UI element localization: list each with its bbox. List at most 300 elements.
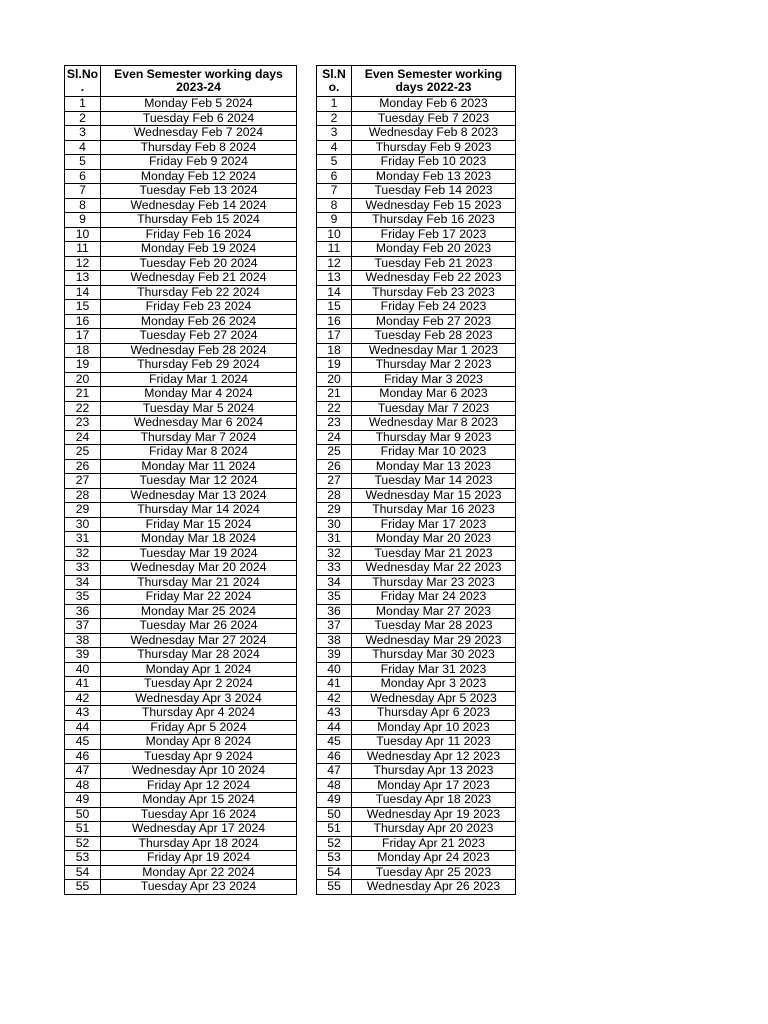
table-row [317,546,516,561]
serial-number-cell: 19 [317,358,352,373]
table-row [317,662,516,677]
working-day-cell: Monday Feb 19 2024 [101,242,297,257]
table-header-row [317,66,516,97]
working-day-cell: Wednesday Feb 14 2024 [101,198,297,213]
serial-number-cell: 6 [65,169,101,184]
table-row [317,561,516,576]
serial-number-cell: 44 [317,720,352,735]
table-row [65,691,297,706]
working-day-cell: Wednesday Feb 21 2024 [101,271,297,286]
table-row [317,358,516,373]
table-row [317,140,516,155]
serial-number-cell: 4 [65,140,101,155]
table-row [65,633,297,648]
serial-number-cell: 52 [65,836,101,851]
working-day-cell: Tuesday Mar 26 2024 [101,619,297,634]
working-day-cell: Tuesday Feb 27 2024 [101,329,297,344]
serial-number-cell: 42 [317,691,352,706]
working-day-cell: Thursday Mar 23 2023 [352,575,516,590]
serial-number-cell: 36 [317,604,352,619]
working-day-cell: Friday Mar 22 2024 [101,590,297,605]
working-day-cell: Monday Mar 11 2024 [101,459,297,474]
table-row [317,822,516,837]
serial-number-cell: 20 [65,372,101,387]
working-day-cell: Monday Mar 20 2023 [352,532,516,547]
working-day-cell: Thursday Apr 4 2024 [101,706,297,721]
serial-number-cell: 14 [317,285,352,300]
table-row [317,271,516,286]
working-day-cell: Thursday Feb 15 2024 [101,213,297,228]
working-day-cell: Thursday Feb 23 2023 [352,285,516,300]
table-row [65,677,297,692]
table-row [317,517,516,532]
table-row [317,285,516,300]
table-row [317,735,516,750]
working-day-cell: Tuesday Apr 23 2024 [101,880,297,895]
serial-number-cell: 46 [65,749,101,764]
table-row [65,155,297,170]
serial-number-cell: 13 [317,271,352,286]
serial-number-cell: 55 [65,880,101,895]
serial-number-cell: 7 [65,184,101,199]
table-row [65,213,297,228]
working-day-cell: Tuesday Apr 25 2023 [352,865,516,880]
working-day-cell: Monday Feb 5 2024 [101,97,297,112]
table-row [65,749,297,764]
working-day-cell: Wednesday Mar 15 2023 [352,488,516,503]
working-day-cell: Thursday Mar 16 2023 [352,503,516,518]
table-row [317,314,516,329]
working-day-cell: Monday Apr 22 2024 [101,865,297,880]
table-row [317,575,516,590]
serial-number-cell: 22 [317,401,352,416]
serial-number-cell: 11 [65,242,101,257]
working-day-cell: Thursday Mar 2 2023 [352,358,516,373]
working-day-cell: Friday Feb 24 2023 [352,300,516,315]
table-row [65,184,297,199]
table-row [317,764,516,779]
table-row [317,227,516,242]
working-day-cell: Tuesday Mar 5 2024 [101,401,297,416]
table-row [317,213,516,228]
working-day-cell: Thursday Feb 9 2023 [352,140,516,155]
working-day-cell: Wednesday Apr 12 2023 [352,749,516,764]
table-row [317,256,516,271]
working-day-cell: Friday Feb 17 2023 [352,227,516,242]
working-day-cell: Tuesday Feb 14 2023 [352,184,516,199]
serial-number-cell: 22 [65,401,101,416]
working-day-cell: Thursday Apr 6 2023 [352,706,516,721]
working-day-cell: Tuesday Feb 21 2023 [352,256,516,271]
table-row [65,140,297,155]
table-row [317,778,516,793]
serial-number-cell: 5 [317,155,352,170]
serial-number-cell: 26 [65,459,101,474]
serial-number-cell: 32 [317,546,352,561]
table-row [317,169,516,184]
table-row [65,401,297,416]
serial-number-cell: 3 [65,126,101,141]
working-day-cell: Monday Apr 15 2024 [101,793,297,808]
serial-number-cell: 21 [65,387,101,402]
table-row [65,358,297,373]
serial-number-cell: 27 [65,474,101,489]
working-day-cell: Monday Feb 27 2023 [352,314,516,329]
serial-number-cell: 45 [317,735,352,750]
serial-number-cell: 24 [65,430,101,445]
table-row [317,474,516,489]
serial-number-cell: 49 [65,793,101,808]
table-row [65,256,297,271]
working-day-cell: Tuesday Mar 21 2023 [352,546,516,561]
serial-number-cell: 47 [317,764,352,779]
working-day-cell: Monday Mar 6 2023 [352,387,516,402]
working-day-cell: Thursday Mar 30 2023 [352,648,516,663]
serial-number-cell: 19 [65,358,101,373]
working-day-cell: Tuesday Feb 13 2024 [101,184,297,199]
working-day-cell: Friday Apr 21 2023 [352,836,516,851]
working-day-cell: Wednesday Feb 15 2023 [352,198,516,213]
working-day-cell: Tuesday Mar 14 2023 [352,474,516,489]
table-row [65,416,297,431]
serial-number-cell: 21 [317,387,352,402]
working-day-cell: Wednesday Mar 27 2024 [101,633,297,648]
serial-number-cell: 43 [317,706,352,721]
table-row [317,749,516,764]
serial-number-cell: 16 [317,314,352,329]
working-day-cell: Monday Apr 1 2024 [101,662,297,677]
working-day-cell: Thursday Mar 21 2024 [101,575,297,590]
table-row [317,198,516,213]
working-day-cell: Friday Apr 12 2024 [101,778,297,793]
table-row [317,111,516,126]
serial-number-cell: 29 [65,503,101,518]
table-row [65,97,297,112]
table-row [317,242,516,257]
serial-number-cell: 4 [317,140,352,155]
serial-number-cell: 50 [317,807,352,822]
serial-number-cell: 16 [65,314,101,329]
table-row [317,807,516,822]
table-row [65,169,297,184]
working-day-cell: Thursday Mar 14 2024 [101,503,297,518]
serial-number-cell: 45 [65,735,101,750]
working-day-cell: Tuesday Apr 11 2023 [352,735,516,750]
working-day-cell: Friday Mar 3 2023 [352,372,516,387]
serial-number-cell: 9 [65,213,101,228]
serial-number-cell: 40 [65,662,101,677]
serial-number-header: Sl.No . [65,66,101,97]
working-day-cell: Monday Apr 8 2024 [101,735,297,750]
table-row [317,300,516,315]
working-day-cell: Friday Feb 23 2024 [101,300,297,315]
working-day-cell: Thursday Mar 7 2024 [101,430,297,445]
serial-number-cell: 34 [65,575,101,590]
serial-number-cell: 24 [317,430,352,445]
working-day-cell: Wednesday Mar 22 2023 [352,561,516,576]
table-row [65,300,297,315]
working-day-cell: Tuesday Apr 16 2024 [101,807,297,822]
serial-number-cell: 54 [65,865,101,880]
table-row [65,242,297,257]
serial-number-cell: 1 [317,97,352,112]
serial-number-cell: 42 [65,691,101,706]
serial-number-cell: 36 [65,604,101,619]
table-row [65,575,297,590]
working-day-cell: Tuesday Mar 7 2023 [352,401,516,416]
working-day-cell: Friday Feb 9 2024 [101,155,297,170]
serial-number-cell: 1 [65,97,101,112]
working-day-cell: Monday Apr 3 2023 [352,677,516,692]
serial-number-cell: 13 [65,271,101,286]
serial-number-cell: 15 [317,300,352,315]
table-header-row [65,66,297,97]
serial-number-header: Sl.N o. [317,66,352,97]
working-day-cell: Monday Mar 4 2024 [101,387,297,402]
table-row [317,706,516,721]
working-day-cell: Monday Mar 25 2024 [101,604,297,619]
serial-number-cell: 23 [317,416,352,431]
working-day-cell: Monday Mar 18 2024 [101,532,297,547]
table-row [65,430,297,445]
serial-number-cell: 37 [65,619,101,634]
working-day-cell: Thursday Apr 18 2024 [101,836,297,851]
serial-number-cell: 10 [65,227,101,242]
table-row [65,546,297,561]
serial-number-cell: 5 [65,155,101,170]
working-day-cell: Thursday Mar 28 2024 [101,648,297,663]
serial-number-cell: 51 [317,822,352,837]
table-row [65,590,297,605]
table-row [65,648,297,663]
serial-number-cell: 52 [317,836,352,851]
serial-number-cell: 8 [317,198,352,213]
serial-number-cell: 6 [317,169,352,184]
working-day-cell: Wednesday Apr 17 2024 [101,822,297,837]
working-day-cell: Wednesday Apr 10 2024 [101,764,297,779]
table-row [317,372,516,387]
table-row [65,372,297,387]
table-row [317,604,516,619]
serial-number-cell: 39 [65,648,101,663]
working-day-cell: Wednesday Mar 13 2024 [101,488,297,503]
table-row [65,720,297,735]
table-row [317,184,516,199]
table-row [65,662,297,677]
serial-number-cell: 12 [317,256,352,271]
table-row [317,459,516,474]
working-day-cell: Thursday Feb 22 2024 [101,285,297,300]
table-row [65,778,297,793]
table-row [65,865,297,880]
serial-number-cell: 31 [317,532,352,547]
working-day-cell: Friday Feb 16 2024 [101,227,297,242]
table-row [65,822,297,837]
serial-number-cell: 37 [317,619,352,634]
serial-number-cell: 43 [65,706,101,721]
serial-number-cell: 44 [65,720,101,735]
serial-number-cell: 17 [65,329,101,344]
serial-number-cell: 12 [65,256,101,271]
table-row [65,735,297,750]
working-day-cell: Thursday Mar 9 2023 [352,430,516,445]
serial-number-cell: 31 [65,532,101,547]
working-day-cell: Monday Feb 20 2023 [352,242,516,257]
working-day-cell: Friday Mar 10 2023 [352,445,516,460]
serial-number-cell: 2 [317,111,352,126]
working-day-cell: Friday Apr 19 2024 [101,851,297,866]
table-row [65,517,297,532]
working-day-cell: Wednesday Mar 6 2024 [101,416,297,431]
working-day-cell: Monday Feb 26 2024 [101,314,297,329]
working-day-cell: Friday Apr 5 2024 [101,720,297,735]
serial-number-cell: 46 [317,749,352,764]
table-row [317,619,516,634]
table-body [317,97,516,895]
table-row [317,416,516,431]
table-row [317,720,516,735]
table-row [317,793,516,808]
serial-number-cell: 34 [317,575,352,590]
working-day-cell: Monday Mar 27 2023 [352,604,516,619]
table-row [65,604,297,619]
serial-number-cell: 23 [65,416,101,431]
table-row [65,271,297,286]
serial-number-cell: 15 [65,300,101,315]
table-row [65,329,297,344]
working-day-cell: Tuesday Mar 12 2024 [101,474,297,489]
serial-number-cell: 14 [65,285,101,300]
table-row [317,503,516,518]
serial-number-cell: 17 [317,329,352,344]
working-day-cell: Tuesday Feb 28 2023 [352,329,516,344]
table-row [65,459,297,474]
table-row [317,401,516,416]
serial-number-cell: 8 [65,198,101,213]
serial-number-cell: 7 [317,184,352,199]
table-row [65,561,297,576]
serial-number-cell: 50 [65,807,101,822]
working-days-table-2022-23 [316,65,516,895]
table-row [65,851,297,866]
table-row [65,198,297,213]
table-row [317,445,516,460]
table-row [317,387,516,402]
table-row [317,329,516,344]
working-day-cell: Monday Feb 13 2023 [352,169,516,184]
working-day-cell: Wednesday Apr 3 2024 [101,691,297,706]
serial-number-cell: 30 [65,517,101,532]
working-day-cell: Monday Feb 6 2023 [352,97,516,112]
serial-number-cell: 28 [65,488,101,503]
table-row [317,430,516,445]
working-day-cell: Friday Feb 10 2023 [352,155,516,170]
table-row [317,633,516,648]
working-day-cell: Wednesday Feb 7 2024 [101,126,297,141]
serial-number-cell: 25 [317,445,352,460]
table-row [65,793,297,808]
working-day-cell: Wednesday Mar 8 2023 [352,416,516,431]
table-row [317,590,516,605]
table-row [65,285,297,300]
serial-number-cell: 53 [317,851,352,866]
table-row [65,880,297,895]
working-day-cell: Tuesday Feb 20 2024 [101,256,297,271]
serial-number-cell: 48 [65,778,101,793]
serial-number-cell: 35 [317,590,352,605]
table-row [65,474,297,489]
table-row [317,865,516,880]
serial-number-cell: 10 [317,227,352,242]
serial-number-cell: 40 [317,662,352,677]
serial-number-cell: 41 [317,677,352,692]
table-row [65,126,297,141]
serial-number-cell: 41 [65,677,101,692]
serial-number-cell: 35 [65,590,101,605]
table-row [65,227,297,242]
working-day-cell: Friday Mar 15 2024 [101,517,297,532]
table-row [65,807,297,822]
working-day-cell: Friday Mar 1 2024 [101,372,297,387]
serial-number-cell: 2 [65,111,101,126]
working-day-cell: Monday Apr 24 2023 [352,851,516,866]
serial-number-cell: 55 [317,880,352,895]
serial-number-cell: 26 [317,459,352,474]
working-day-cell: Tuesday Feb 7 2023 [352,111,516,126]
working-day-cell: Wednesday Feb 28 2024 [101,343,297,358]
table-row [65,488,297,503]
serial-number-cell: 33 [317,561,352,576]
working-day-cell: Wednesday Mar 20 2024 [101,561,297,576]
table-row [317,126,516,141]
serial-number-cell: 38 [65,633,101,648]
table-row [317,532,516,547]
serial-number-cell: 27 [317,474,352,489]
serial-number-cell: 18 [317,343,352,358]
working-day-cell: Wednesday Mar 29 2023 [352,633,516,648]
table-row [317,343,516,358]
working-days-header: Even Semester working days 2022-23 [352,66,516,97]
serial-number-cell: 3 [317,126,352,141]
serial-number-cell: 28 [317,488,352,503]
table-row [317,648,516,663]
serial-number-cell: 25 [65,445,101,460]
serial-number-cell: 47 [65,764,101,779]
working-day-cell: Wednesday Mar 1 2023 [352,343,516,358]
table-row [317,880,516,895]
working-day-cell: Thursday Apr 13 2023 [352,764,516,779]
serial-number-cell: 54 [317,865,352,880]
serial-number-cell: 33 [65,561,101,576]
working-day-cell: Monday Mar 13 2023 [352,459,516,474]
table-row [317,488,516,503]
table-row [65,764,297,779]
working-day-cell: Tuesday Apr 18 2023 [352,793,516,808]
working-day-cell: Friday Mar 17 2023 [352,517,516,532]
serial-number-cell: 49 [317,793,352,808]
serial-number-cell: 48 [317,778,352,793]
working-day-cell: Wednesday Apr 5 2023 [352,691,516,706]
working-days-table-2023-24 [64,65,297,895]
working-day-cell: Wednesday Apr 19 2023 [352,807,516,822]
working-day-cell: Thursday Feb 8 2024 [101,140,297,155]
table-row [65,503,297,518]
table-row [317,677,516,692]
serial-number-cell: 29 [317,503,352,518]
table-row [65,343,297,358]
working-day-cell: Friday Mar 31 2023 [352,662,516,677]
table-row [317,851,516,866]
